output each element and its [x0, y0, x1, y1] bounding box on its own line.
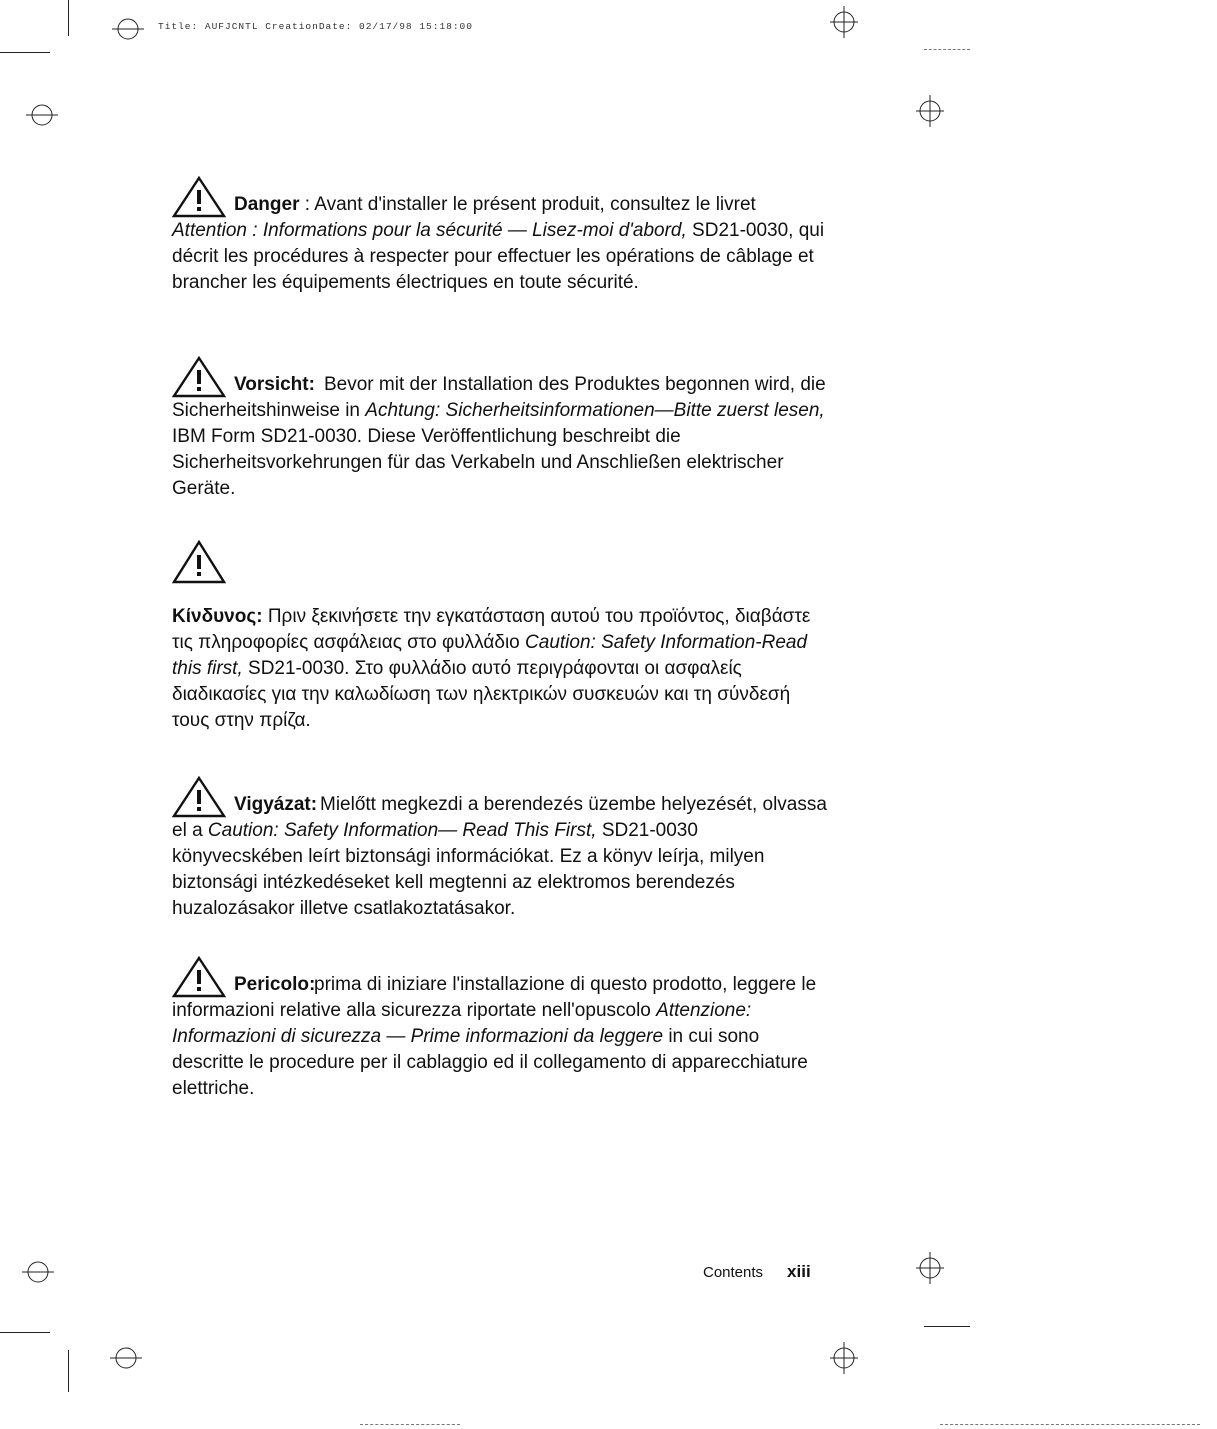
notice-keyword: Vigyázat:: [234, 794, 318, 815]
notice-text: SD21-0030 könyvecskében leírt biztonsági információkat. Ez a könyv leírja, milyen biztonsági intézkedéseket kell megtenni az elektromos berendezés huzalozásakor illetve csatlakoztatásakor.: [172, 820, 765, 919]
registration-mark-icon: [912, 1250, 948, 1286]
registration-mark-icon: [108, 1340, 144, 1376]
notice-keyword: Κίνδυνος:: [172, 606, 263, 627]
notice-text: Bevor mit der Installation des Produktes begonnen wird, die Sicherheitshinweise in: [172, 374, 826, 421]
notice-text: SD21-0030, qui décrit les procédures à respecter pour effectuer les opérations de câblage et brancher les équipements électriques en toute sécurité.: [172, 220, 825, 293]
notice-text: IBM Form SD21-0030. Diese Veröffentlichung beschreibt die Sicherheitsvorkehrungen für das Verkabeln und Anschließen elektrischer Geräte.: [172, 426, 784, 499]
notice-doc-title: Caution: Safety Information— Read This First,: [207, 820, 597, 841]
notice-doc-title: Attention : Informations pour la sécurité — Lisez-moi d'abord,: [172, 220, 687, 241]
crop-dash: [924, 49, 970, 51]
notice-greek: [172, 604, 832, 734]
page-footer: [703, 1262, 811, 1282]
notice-doc-title: Attenzione: Informazioni di sicurezza — Prime informazioni da leggere: [172, 1000, 752, 1047]
crop-line: [68, 1350, 69, 1392]
warning-triangle-icon: [172, 956, 226, 998]
registration-mark-icon: [24, 97, 60, 133]
warning-triangle-icon: [172, 356, 226, 398]
notice-doc-title: Achtung: Sicherheitsinformationen—Bitte zuerst lesen,: [365, 400, 825, 421]
notice-italian: [172, 956, 832, 1102]
crop-line: [0, 1332, 50, 1333]
registration-mark-icon: [110, 11, 146, 47]
registration-mark-icon: [826, 1340, 862, 1376]
notice-text: prima di iniziare l'installazione di questo prodotto, leggere le informazioni relative alla sicurezza riportate nell'opuscolo: [172, 974, 817, 1021]
notice-french: Danger : Avant d'installer le présent produit, consultez le livret Attention : Informations pour la sécurité — Lisez-moi d'abord, SD21-0030, qui décrit les procédures à respecter pour effectuer les opérations de câblage et brancher les équipements électriques en toute sécurité.: [172, 176, 832, 296]
page-number: xiii: [787, 1262, 811, 1281]
crop-dash: [940, 1424, 1200, 1426]
notice-doc-title: Caution: Safety Information-Read this first,: [172, 632, 808, 679]
notice-text: Avant d'installer le présent produit, consultez le livret: [314, 194, 756, 215]
crop-dash: [360, 1424, 460, 1426]
warning-triangle-icon: [172, 776, 226, 818]
notice-text: SD21-0030. Στο φυλλάδιο αυτό περιγράφονται οι ασφαλείς διαδικασίες για την καλωδίωση των ηλεκτρικών συσκευών και τη σύνδεσή τους στην πρίζα.: [172, 658, 791, 731]
warning-triangle-icon: [172, 176, 226, 218]
registration-mark-icon: [20, 1254, 56, 1290]
footer-section: Contents: [703, 1264, 764, 1281]
notice-text: Πριν ξεκινήσετε την εγκατάσταση αυτού του προϊόντος, διαβάστε τις πληροφορίες ασφάλειας στο φυλλάδιο: [172, 606, 811, 653]
crop-line: [68, 0, 69, 36]
notice-hungarian: [172, 776, 832, 922]
notice-german: [172, 356, 832, 502]
print-header: Title: AUFJCNTL CreationDate: 02/17/98 15:18:00: [158, 21, 473, 32]
crop-line: [924, 1326, 970, 1327]
notice-keyword: Vorsicht:: [234, 374, 315, 395]
notice-keyword: Danger: [234, 194, 300, 215]
registration-mark-icon: [912, 93, 948, 129]
warning-triangle-icon: [172, 540, 226, 584]
registration-mark-icon: [826, 4, 862, 40]
crop-line: [0, 52, 50, 53]
notice-text: in cui sono descritte le procedure per il cablaggio ed il collegamento di apparecchiature elettriche.: [172, 1026, 808, 1099]
notice-keyword: Pericolo:: [234, 974, 316, 995]
notice-text: Mielőtt megkezdi a berendezés üzembe helyezését, olvassa el a: [172, 794, 827, 841]
